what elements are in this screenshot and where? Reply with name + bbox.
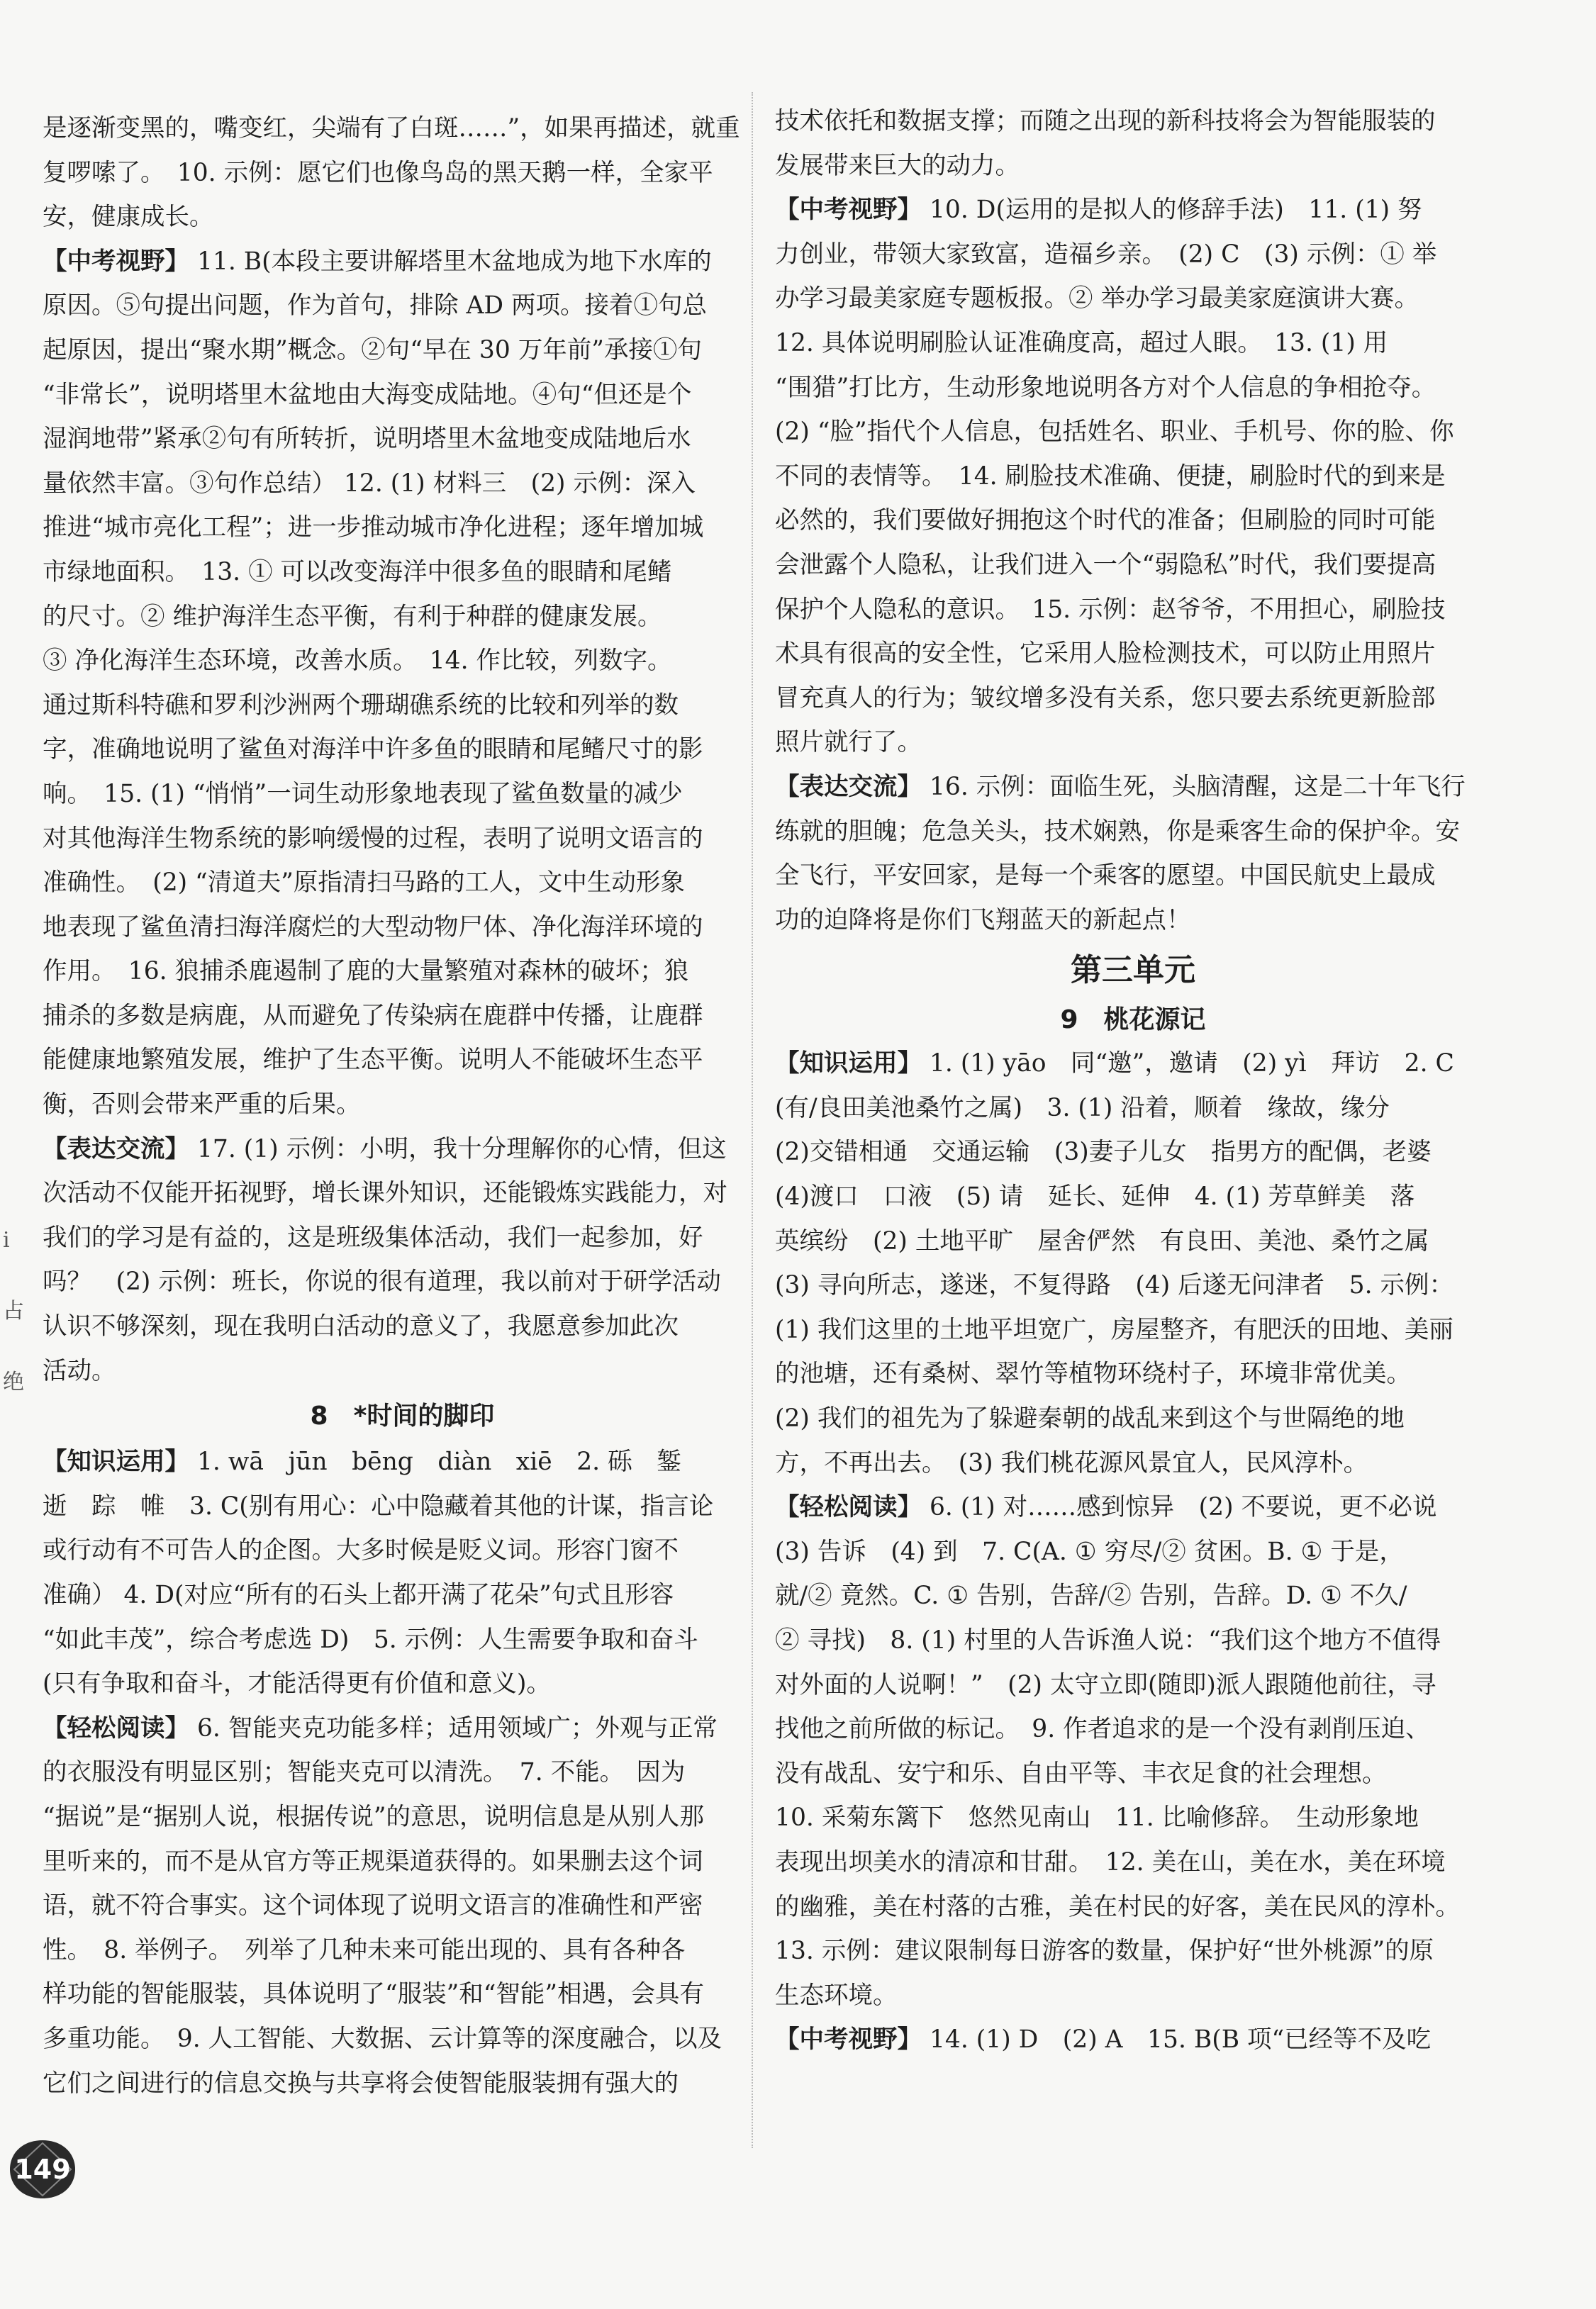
text-line: 【知识运用】 1. wā jūn bēng diàn xiē 2. 砾 錾 — [43, 1448, 681, 1477]
page-number: 149 — [14, 2154, 71, 2185]
text-line: 的尺寸。② 维护海洋生态平衡，有利于种群的健康发展。 — [43, 602, 662, 631]
text-line: 办学习最美家庭专题板报。② 举办学习最美家庭演讲大赛。 — [775, 284, 1419, 313]
section-tag: 【知识运用】 — [775, 1049, 922, 1078]
section-tag: 【轻松阅读】 — [43, 1713, 189, 1743]
text-line: 起原因，提出“聚水期”概念。②句“早在 30 万年前”承接①句 — [43, 335, 702, 364]
text-line: 生态环境。 — [775, 1981, 898, 2010]
text-line: 的池塘，还有桑树、翠竹等植物环绕村子，环境非常优美。 — [775, 1360, 1411, 1389]
text-line: 响。 15. (1) “悄悄”一词生动形象地表现了鲨鱼数量的减少 — [43, 779, 683, 808]
text-line: 逝 踪 帷 3. C(别有用心：心中隐藏着其他的计谋，指言论 — [43, 1492, 714, 1521]
text-line: 原因。⑤句提出问题，作为首句，排除 AD 两项。接着①句总 — [43, 291, 708, 320]
text-line: (1) 我们这里的土地平坦宽广，房屋整齐，有肥沃的田地、美丽 — [775, 1315, 1453, 1344]
text-line: 推进“城市亮化工程”；进一步推动城市净化进程；逐年增加城 — [43, 513, 704, 542]
text-line: “非常长”，说明塔里木盆地由大海变成陆地。④句“但还是个 — [43, 380, 692, 409]
text-line: 它们之间进行的信息交换与共享将会使智能服装拥有强大的 — [43, 2069, 679, 2098]
section-tag: 【轻松阅读】 — [775, 1493, 922, 1522]
page-number-badge — [7, 2137, 78, 2201]
text-line: 捕杀的多数是病鹿，从而避免了传染病在鹿群中传播，让鹿群 — [43, 1001, 703, 1030]
text-line: 【表达交流】 17. (1) 示例：小明，我十分理解你的心情，但这 — [43, 1134, 727, 1163]
text-line: 地表现了鲨鱼清扫海洋腐烂的大型动物尸体、净化海洋环境的 — [43, 912, 703, 941]
left-answers-block-2 — [43, 1440, 762, 2106]
unit-title: 第三单元 — [1071, 952, 1195, 989]
text-line: 冒充真人的行为；皱纹增多没有关系，您只要去系统更新脸部 — [775, 683, 1436, 712]
section-tag: 【中考视野】 — [43, 247, 189, 276]
text-line: 多重功能。 9. 人工智能、大数据、云计算等的深度融合，以及 — [43, 2024, 722, 2053]
text-line: 里听来的，而不是从官方等正规渠道获得的。如果删去这个词 — [43, 1847, 703, 1876]
text-line: 13. 示例：建议限制每日游客的数量，保护好“世外桃源”的原 — [775, 1937, 1434, 1966]
text-line: “围猎”打比方，生动形象地说明各方对个人信息的争相抢夺。 — [775, 373, 1436, 402]
text-line: (有/良田美池桑竹之属) 3. (1) 沿着，顺着 缘故，缘分 — [775, 1093, 1390, 1122]
edge-glyph: 占 — [3, 1299, 24, 1324]
section-9-title: 9 桃花源记 — [1060, 1005, 1206, 1035]
text-line: 通过斯科特礁和罗利沙洲两个珊瑚礁系统的比较和列举的数 — [43, 691, 679, 720]
text-line: (2) 我们的祖先为了躲避秦朝的战乱来到这个与世隔绝的地 — [775, 1404, 1405, 1433]
text-line: 对其他海洋生物系统的影响缓慢的过程，表明了说明文语言的 — [43, 824, 703, 853]
text-line: 量依然丰富。③句作总结） 12. (1) 材料三 (2) 示例：深入 — [43, 469, 696, 498]
text-line: 复啰嗦了。 10. 示例：愿它们也像鸟岛的黑天鹅一样，全家平 — [43, 158, 713, 187]
text-line: 次活动不仅能开拓视野，增长课外知识，还能锻炼实践能力，对 — [43, 1179, 727, 1208]
section-tag: 【中考视野】 — [775, 196, 922, 225]
right-column — [775, 99, 1491, 2062]
text-line: 【轻松阅读】 6. 智能夹克功能多样；适用领域广；外观与正常 — [43, 1713, 718, 1743]
text-line: ② 寻找) 8. (1) 村里的人告诉渔人说：“我们这个地方不值得 — [775, 1626, 1441, 1655]
text-line: 我们的学习是有益的，这是班级集体活动，我们一起参加，好 — [43, 1223, 703, 1252]
text-line: (2) “脸”指代个人信息，包括姓名、职业、手机号、你的脸、你 — [775, 418, 1454, 447]
section-8-title: 8 *时间的脚印 — [310, 1402, 495, 1431]
text-line: 语，就不符合事实。这个词体现了说明文语言的准确性和严密 — [43, 1891, 703, 1921]
text-line: (只有争取和奋斗，才能活得更有价值和意义)。 — [43, 1670, 551, 1699]
text-line: 的幽雅，美在村落的古雅，美在村民的好客，美在民风的淳朴。 — [775, 1892, 1460, 1921]
section-tag: 【表达交流】 — [775, 772, 922, 801]
text-line: 字，准确地说明了鲨鱼对海洋中许多鱼的眼睛和尾鳍尺寸的影 — [43, 735, 703, 764]
text-line: 【轻松阅读】 6. (1) 对……感到惊异 (2) 不要说，更不必说 — [775, 1493, 1437, 1522]
text-line: 发展带来巨大的动力。 — [775, 151, 1020, 180]
text-line: 衡，否则会带来严重的后果。 — [43, 1090, 361, 1119]
text-line: 的衣服没有明显区别；智能夹克可以清洗。 7. 不能。 因为 — [43, 1758, 686, 1787]
section-tag: 【中考视野】 — [775, 2025, 922, 2054]
text-line: 表现出坝美水的清凉和甘甜。 12. 美在山，美在水，美在环境 — [775, 1847, 1446, 1877]
text-line: 能健康地繁殖发展，维护了生态平衡。说明人不能破坏生态平 — [43, 1046, 703, 1075]
text-line: 12. 具体说明刷脸认证准确度高，超过人眼。 13. (1) 用 — [775, 328, 1388, 357]
text-line: 必然的，我们要做好拥抱这个时代的准备；但刷脸的同时可能 — [775, 506, 1436, 535]
text-line: ③ 净化海洋生态环境，改善水质。 14. 作比较，列数字。 — [43, 647, 672, 676]
text-line: 活动。 — [43, 1356, 116, 1385]
text-line: 照片就行了。 — [775, 728, 922, 757]
text-line: 吗？ (2) 示例：班长，你说的很有道理，我以前对于研学活动 — [43, 1268, 721, 1297]
text-line: 或行动有不可告人的企图。大多时候是贬义词。形容门窗不 — [43, 1536, 679, 1565]
text-line: 力创业，带领大家致富，造福乡亲。 (2) C (3) 示例：① 举 — [775, 240, 1437, 269]
edge-glyph: 绝 — [3, 1370, 24, 1394]
section-tag: 【表达交流】 — [43, 1134, 189, 1163]
text-line: “据说”是“据别人说，根据传说”的意思，说明信息是从别人那 — [43, 1802, 705, 1831]
text-line: 作用。 16. 狼捕杀鹿遏制了鹿的大量繁殖对森林的破坏；狼 — [43, 957, 689, 986]
right-answers-block-2 — [775, 1041, 1491, 2062]
text-line: 练就的胆魄；危急关头，技术娴熟，你是乘客生命的保护伞。安 — [775, 817, 1460, 846]
text-line: 【中考视野】 10. D(运用的是拟人的修辞手法) 11. (1) 努 — [775, 196, 1422, 225]
text-line: 全飞行，平安回家，是每一个乘客的愿望。中国民航史上最成 — [775, 861, 1436, 890]
text-line: 找他之前所做的标记。 9. 作者追求的是一个没有剥削压迫、 — [775, 1715, 1430, 1744]
text-line: 英缤纷 (2) 土地平旷 屋舍俨然 有良田、美池、桑竹之属 — [775, 1226, 1429, 1256]
text-line: (3) 寻向所志，遂迷，不复得路 (4) 后遂无问津者 5. 示例： — [775, 1271, 1454, 1300]
text-line: 技术依托和数据支撑；而随之出现的新科技将会为智能服装的 — [775, 107, 1436, 135]
edge-glyph: i — [3, 1228, 10, 1253]
text-line: 对外面的人说啊！” (2) 太守立即(随即)派人跟随他前往，寻 — [775, 1670, 1436, 1699]
text-line: 功的迫降将是你们飞翔蓝天的新起点！ — [775, 905, 1191, 934]
text-line: “如此丰茂”，综合考虑选 D) 5. 示例：人生需要争取和奋斗 — [43, 1625, 698, 1654]
text-line: 湿润地带”紧承②句有所转折，说明塔里木盆地变成陆地后水 — [43, 425, 691, 454]
right-answers-block — [775, 99, 1491, 942]
text-line: 就/② 竟然。C. ① 告别，告辞/② 告别，告辞。D. ① 不久/ — [775, 1582, 1407, 1611]
text-line: 【中考视野】 11. B(本段主要讲解塔里木盆地成为地下水库的 — [43, 247, 712, 276]
text-line: (4)渡口 口液 (5) 请 延长、延伸 4. (1) 芳草鲜美 落 — [775, 1183, 1415, 1212]
text-line: 【表达交流】 16. 示例：面临生死，头脑清醒，这是二十年飞行 — [775, 772, 1466, 801]
left-answers-block — [43, 106, 762, 1393]
text-line: 会泄露个人隐私，让我们进入一个“弱隐私”时代，我们要提高 — [775, 550, 1436, 579]
text-line: 方，不再出去。 (3) 我们桃花源风景宜人，民风淳朴。 — [775, 1448, 1368, 1477]
text-line: 认识不够深刻，现在我明白活动的意义了，我愿意参加此次 — [43, 1312, 679, 1341]
text-line: 【中考视野】 14. (1) D (2) A 15. B(B 项“已经等不及吃 — [775, 2025, 1432, 2054]
text-line: 样功能的智能服装，具体说明了“服装”和“智能”相遇，会具有 — [43, 1980, 705, 2009]
text-line: 安，健康成长。 — [43, 203, 214, 232]
left-column — [43, 106, 762, 2106]
text-line: (3) 告诉 (4) 到 7. C(A. ① 穷尽/② 贫困。B. ① 于是， — [775, 1537, 1404, 1566]
section-tag: 【知识运用】 — [43, 1448, 189, 1477]
text-line: 市绿地面积。 13. ① 可以改变海洋中很多鱼的眼睛和尾鳍 — [43, 557, 672, 586]
text-line: (2)交错相通 交通运输 (3)妻子儿女 指男方的配偶，老婆 — [775, 1138, 1432, 1167]
text-line: 是逐渐变黑的，嘴变红，尖端有了白斑……”，如果再描述，就重 — [43, 114, 740, 142]
bleed-through-edge-text — [3, 1205, 24, 1418]
text-line: 【知识运用】 1. (1) yāo 同“邀”，邀请 (2) yì 拜访 2. C — [775, 1049, 1454, 1078]
text-line: 术具有很高的安全性，它采用人脸检测技术，可以防止用照片 — [775, 639, 1436, 669]
text-line: 保护个人隐私的意识。 15. 示例：赵爷爷，不用担心，刷脸技 — [775, 595, 1446, 624]
text-line: 性。 8. 举例子。 列举了几种未来可能出现的、具有各种各 — [43, 1935, 686, 1964]
text-line: 准确性。 (2) “清道夫”原指清扫马路的工人，文中生动形象 — [43, 868, 685, 898]
text-line: 准确） 4. D(对应“所有的石头上都开满了花朵”句式且形容 — [43, 1581, 674, 1609]
text-line: 没有战乱、安宁和乐、自由平等、丰衣足食的社会理想。 — [775, 1759, 1387, 1788]
text-line: 不同的表情等。 14. 刷脸技术准确、便捷，刷脸时代的到来是 — [775, 462, 1446, 491]
text-line: 10. 采菊东篱下 悠然见南山 11. 比喻修辞。 生动形象地 — [775, 1804, 1419, 1833]
